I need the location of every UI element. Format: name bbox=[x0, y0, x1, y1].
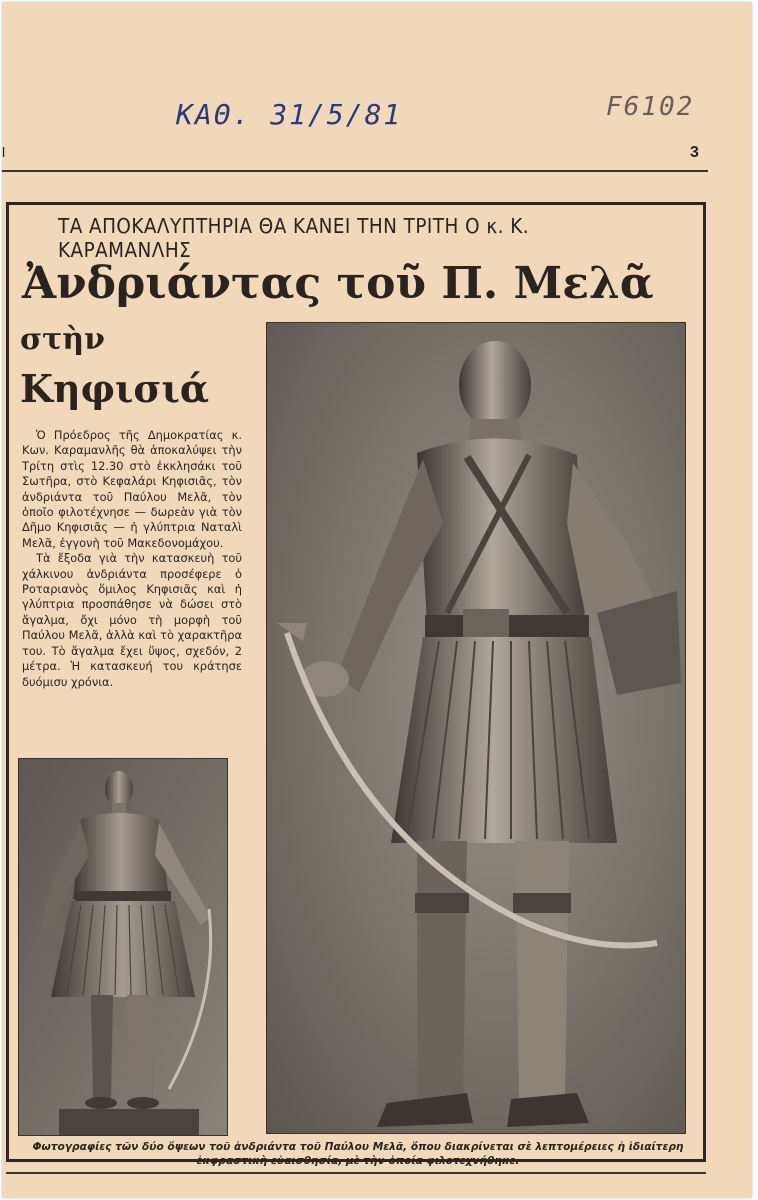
article-subhead-line-1: στὴν bbox=[20, 322, 105, 357]
article-subhead-line-2: Κηφισιά bbox=[20, 366, 210, 411]
page-edge-mark: l bbox=[2, 144, 6, 160]
article-paragraph: Τὰ ἔξοδα γιὰ τὴν κατασκευὴ τοῦ χάλκινου ἀνδριάντα προσέφερε ὁ Ροταριανὸς ὅμιλος Κηφισιᾶς καὶ ἡ γλύπτρια προσπάθησε νὰ δώσει στὸ ἄγαλμα, ὄχι μόνο τὴ μορφὴ τοῦ Παύλου Μελᾶ, ἀλλὰ καὶ τὸ χαρακτῆρα του. Τὸ ἄγαλμα ἔχει ὕψος, σχεδόν, 2 μέτρα. Ἡ κατασκευή του κράτησε δυόμισυ χρόνια. bbox=[22, 551, 242, 689]
top-rule-divider bbox=[2, 170, 708, 172]
handwritten-archive-code: F6102 bbox=[606, 92, 695, 122]
statue-back-view-photo bbox=[266, 322, 686, 1134]
handwritten-archive-date: ΚΑΘ. 31/5/81 bbox=[176, 98, 403, 131]
article-headline: Ἀνδριάντας τοῦ Π. Μελᾶ bbox=[22, 258, 654, 309]
statue-front-view-photo bbox=[18, 758, 228, 1136]
page-number: 3 bbox=[690, 144, 699, 161]
article-paragraph: Ὁ Πρόεδρος τῆς Δημοκρατίας κ. Κων. Καραμανλῆς θὰ ἀποκαλύψει τὴν Τρίτη στὶς 12.30 στὸ ἐκκλησάκι τοῦ Σωτῆρα, στὸ Κεφαλάρι Κηφισιᾶς, τὸν ἀνδριάντα τοῦ Παύλου Μελᾶ, τὸν ὁποῖο φιλοτέχνησε — δωρεὰν γιὰ τὸν Δῆμο Κηφισιᾶς — ἡ γλύπτρια Ναταλὶ Μελᾶ, ἐγγονὴ τοῦ Μακεδονομάχου. bbox=[22, 428, 242, 550]
bottom-rule-divider bbox=[6, 1172, 706, 1174]
photo-caption: Φωτογραφίες τῶν δύο ὄψεων τοῦ ἀνδριάντα τοῦ Παύλου Μελᾶ, ὅπου διακρίνεται σὲ λεπτομέρειες ἡ ἰδιαίτερη ἐκφραστικὴ εὐαισθησία, μὲ τὴν ὁποία φιλοτεχνήθηκε. bbox=[32, 1141, 684, 1167]
article-kicker: ΤΑ ΑΠΟΚΑΛΥΠΤΗΡΙΑ ΘΑ ΚΑΝΕΙ ΤΗΝ ΤΡΙΤΗ Ο κ. Κ. ΚΑΡΑΜΑΝΛΗΣ bbox=[58, 214, 530, 262]
article-body bbox=[22, 428, 242, 690]
